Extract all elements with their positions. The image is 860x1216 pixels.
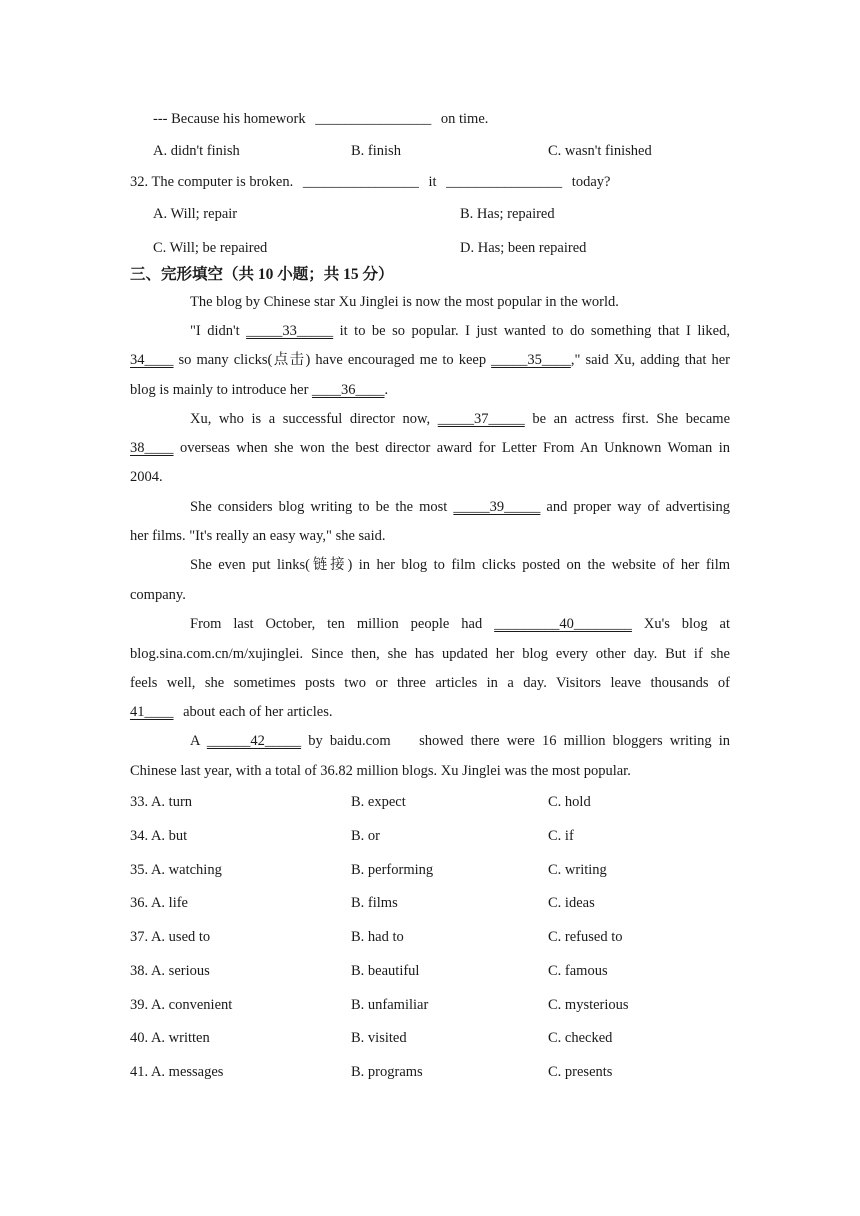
passage-p5-line2: company. <box>130 587 186 603</box>
options-37-a: 37. A. used to <box>130 929 211 945</box>
options-34-a: 34. A. but <box>130 828 188 844</box>
blank-41: 41____ <box>130 704 174 720</box>
passage-p4-line1: She considers blog writing to be the most _____39_____ and proper way of advertising <box>190 499 731 515</box>
options-36-c: C. ideas <box>548 895 595 911</box>
options-40-c: C. checked <box>548 1030 613 1046</box>
passage-p6-line1: From last October, ten million people had _________40________ Xu's blog at <box>190 616 730 632</box>
q32-blank-1: ________________ <box>302 174 419 190</box>
section-heading: 三、完形填空（共 10 小题；共 15 分） <box>130 266 394 283</box>
passage-p6-line2: blog.sina.com.cn/m/xujinglei. Since then, she has updated her blog every other day. But if she <box>130 646 730 662</box>
blank-37: _____37_____ <box>437 411 525 427</box>
options-35-c: C. writing <box>548 862 607 878</box>
options-34-c: C. if <box>548 828 574 844</box>
options-41-b: B. programs <box>351 1064 423 1080</box>
q32-option-a: A. Will; repair <box>153 206 238 222</box>
q32-blank-2: ________________ <box>446 174 563 190</box>
q32-stem: 32. The computer is broken. <box>130 174 294 190</box>
q31-option-c: C. wasn't finished <box>548 143 652 159</box>
options-40-a: 40. A. written <box>130 1030 210 1046</box>
passage-p1: The blog by Chinese star Xu Jinglei is now the most popular in the world. <box>190 294 619 310</box>
options-39-c: C. mysterious <box>548 997 629 1013</box>
passage-p3-line1: Xu, who is a successful director now, _____37_____ be an actress first. She became <box>190 411 731 427</box>
options-39-b: B. unfamiliar <box>351 997 429 1013</box>
passage-p2-line2: 34____ so many clicks(点击) have encouraged me to keep _____35____," said Xu, adding that her <box>130 352 730 368</box>
blank-39: _____39_____ <box>453 499 541 515</box>
blank-36: ____36____ <box>312 382 385 398</box>
options-33-a: 33. A. turn <box>130 794 193 810</box>
passage-p7-line1: A ______42_____ by baidu.com showed there were 16 million bloggers writing in <box>190 733 731 749</box>
q32-option-d: D. Has; been repaired <box>460 240 587 256</box>
passage-p6-line4: 41____ about each of her articles. <box>130 704 333 720</box>
options-33-b: B. expect <box>351 794 406 810</box>
blank-35: _____35____ <box>491 352 571 368</box>
q32-option-b: B. Has; repaired <box>460 206 555 222</box>
passage-p7-line2: Chinese last year, with a total of 36.82 million blogs. Xu Jinglei was the most popular. <box>130 763 631 779</box>
blank-42: ______42_____ <box>206 733 302 749</box>
blank-33: _____33_____ <box>246 323 334 339</box>
passage-p6-line3: feels well, she sometimes posts two or three articles in a day. Visitors leave thousands of <box>130 675 730 691</box>
q31-option-b: B. finish <box>351 143 401 159</box>
q31-blank: ________________ <box>315 111 432 127</box>
options-33-c: C. hold <box>548 794 591 810</box>
options-38-c: C. famous <box>548 963 608 979</box>
passage-p3-line3: 2004. <box>130 469 163 485</box>
options-40-b: B. visited <box>351 1030 407 1046</box>
options-37-b: B. had to <box>351 929 404 945</box>
q32-mid: it <box>428 174 437 190</box>
options-35-a: 35. A. watching <box>130 862 222 878</box>
q31-answer-line <box>153 109 488 129</box>
options-35-b: B. performing <box>351 862 434 878</box>
q31-answer-text: --- Because his homework <box>153 111 306 127</box>
options-41-c: C. presents <box>548 1064 613 1080</box>
options-39-a: 39. A. convenient <box>130 997 233 1013</box>
q31-tail: on time. <box>440 111 489 127</box>
q31-option-a: A. didn't finish <box>153 143 240 159</box>
options-41-a: 41. A. messages <box>130 1064 224 1080</box>
options-36-a: 36. A. life <box>130 895 188 911</box>
q32-option-c: C. Will; be repaired <box>153 240 268 256</box>
passage-p4-line2: her films. "It's really an easy way," she said. <box>130 528 386 544</box>
q32-tail: today? <box>571 174 611 190</box>
passage-p5-line1: She even put links(链接) in her blog to film clicks posted on the website of her film <box>190 557 730 573</box>
options-37-c: C. refused to <box>548 929 623 945</box>
passage-p2-line1: "I didn't _____33_____ it to be so popular. I just wanted to do something that I liked, <box>190 323 730 339</box>
passage-p2-line3: blog is mainly to introduce her ____36____. <box>130 382 389 398</box>
blank-40: _________40________ <box>494 616 632 632</box>
blank-38: 38____ <box>130 440 174 456</box>
blank-34: 34____ <box>130 352 174 368</box>
options-38-b: B. beautiful <box>351 963 420 979</box>
q32-stem-line <box>130 172 610 192</box>
options-36-b: B. films <box>351 895 398 911</box>
options-38-a: 38. A. serious <box>130 963 210 979</box>
options-34-b: B. or <box>351 828 380 844</box>
passage-p3-line2: 38____ overseas when she won the best director award for Letter From An Unknown Woman in <box>130 440 730 456</box>
